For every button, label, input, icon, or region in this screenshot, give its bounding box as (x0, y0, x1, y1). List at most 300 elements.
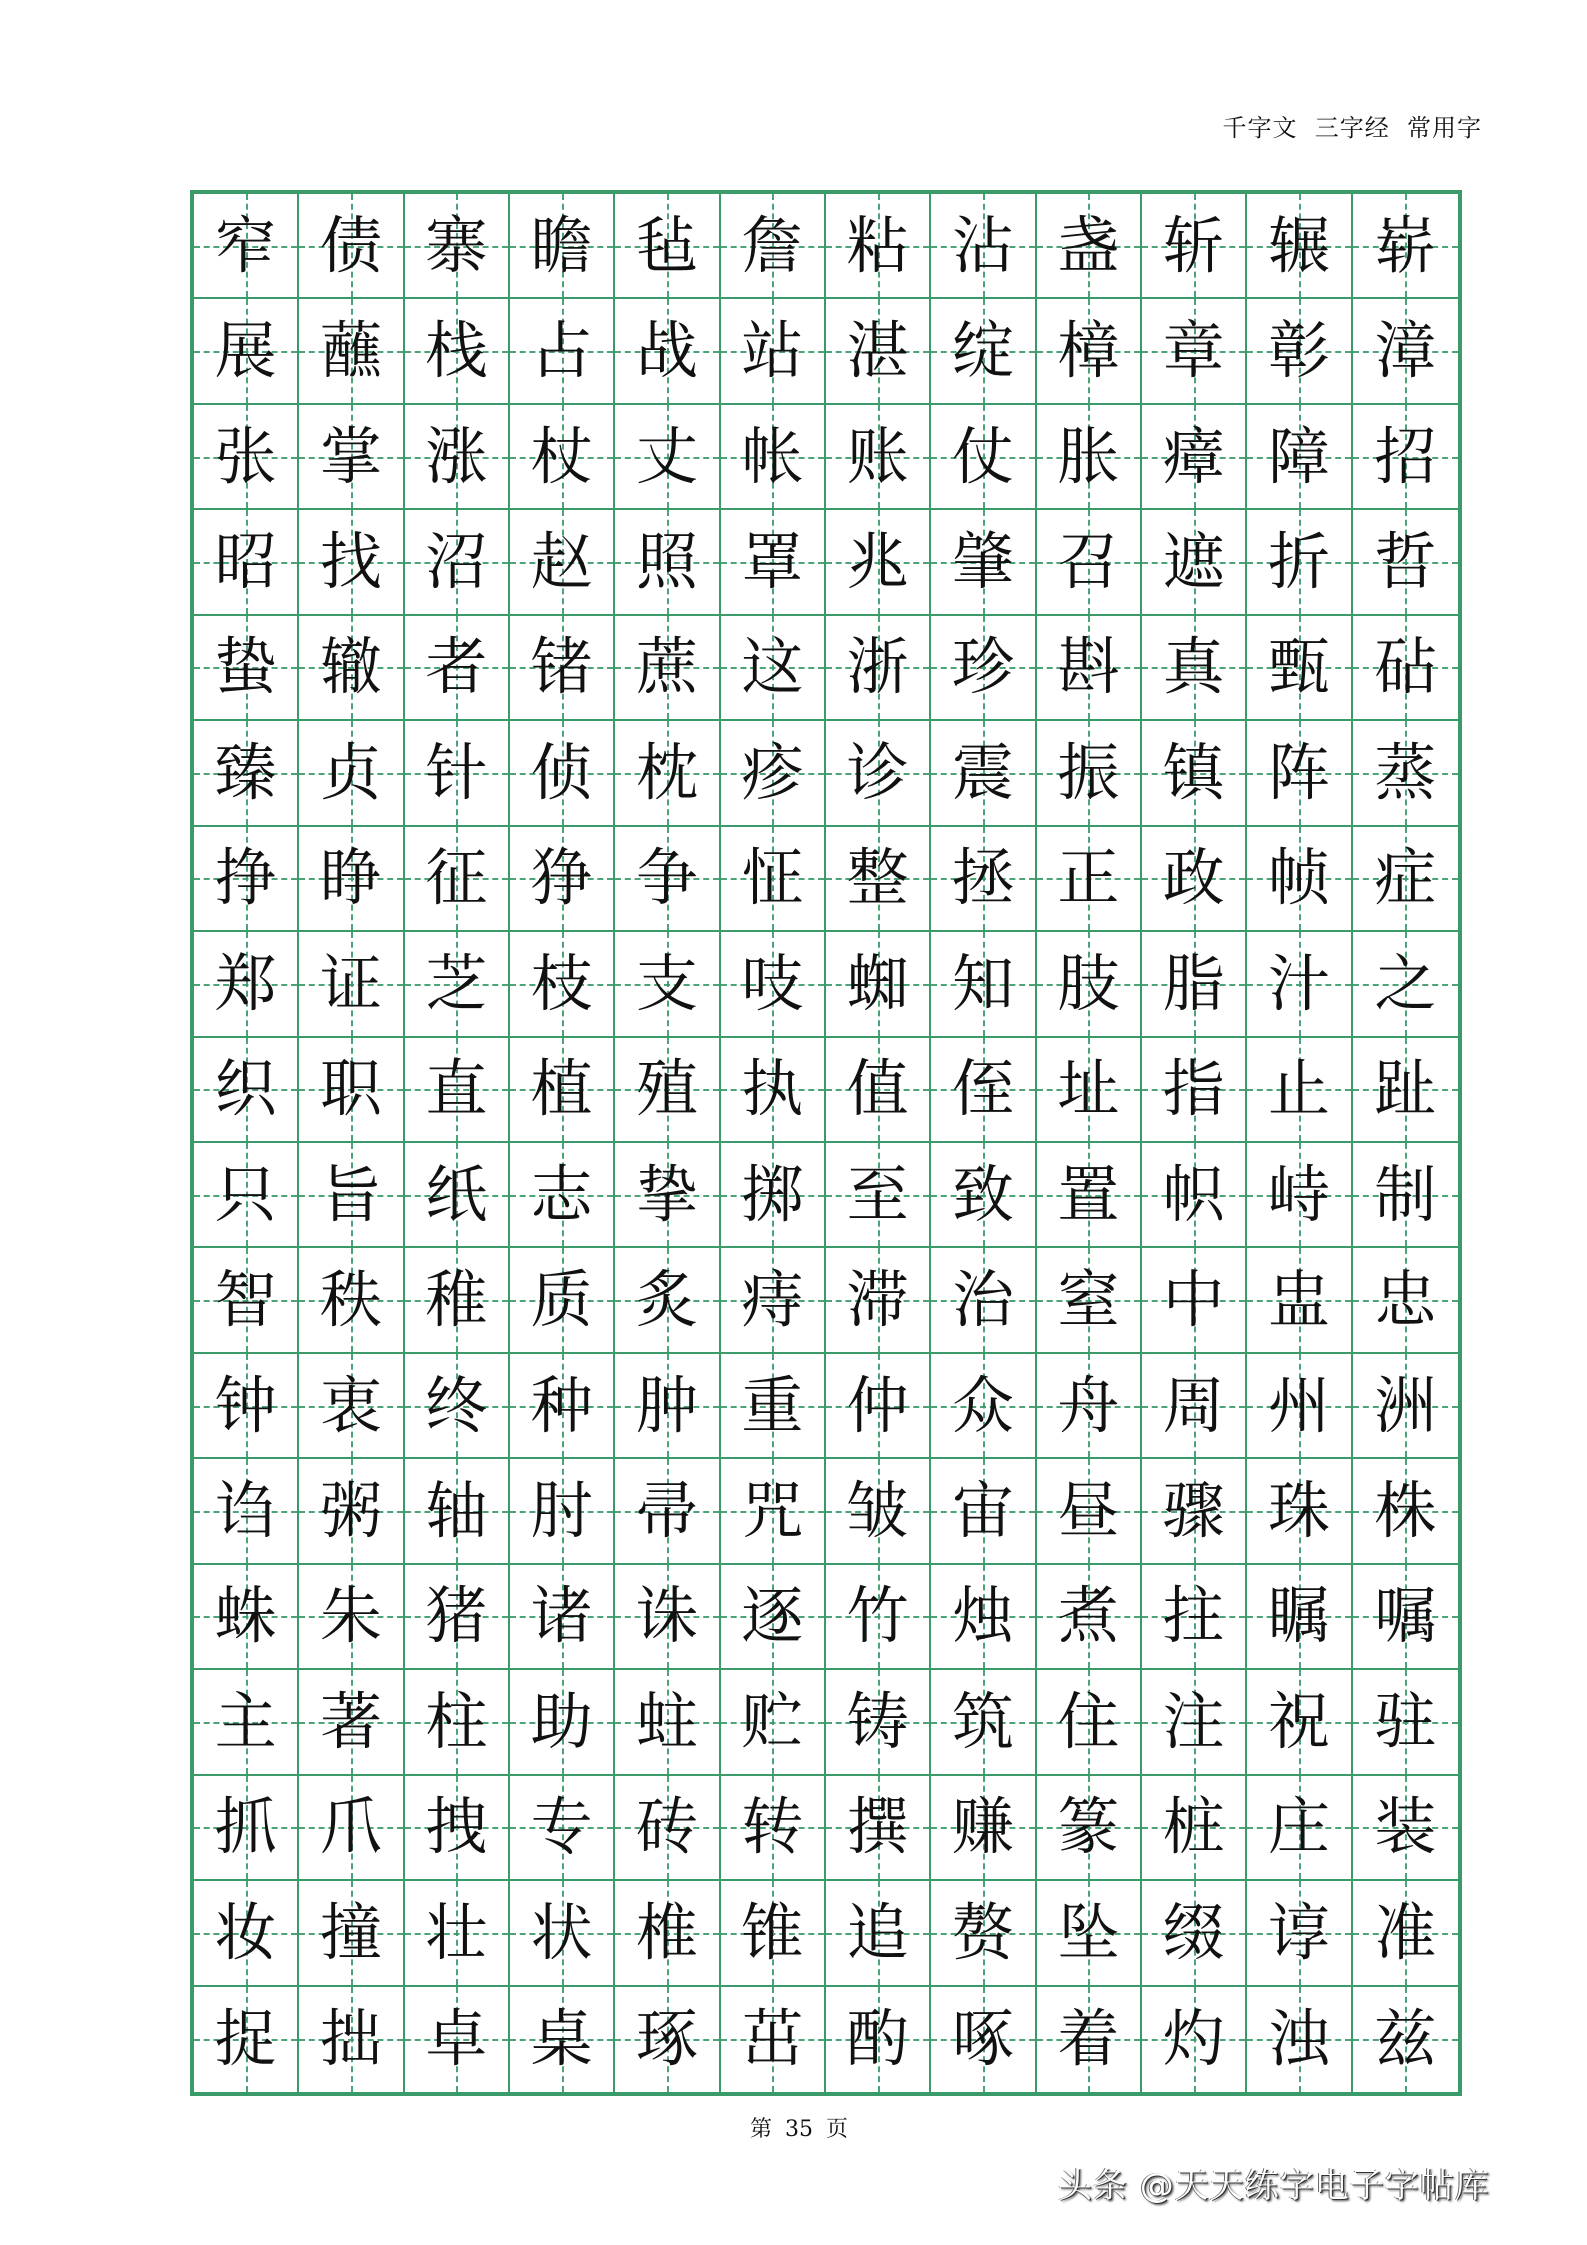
grid-cell (510, 299, 615, 404)
grid-cell (510, 1565, 615, 1670)
grid-cell (1142, 405, 1247, 510)
character: 种 (530, 1368, 593, 1442)
grid-cell (1247, 1248, 1352, 1353)
character: 篆 (1057, 1790, 1120, 1864)
grid-cell (405, 194, 510, 299)
character: 状 (530, 1895, 593, 1969)
character: 帐 (741, 419, 804, 493)
character: 舟 (1057, 1368, 1120, 1442)
character: 只 (214, 1157, 277, 1231)
character: 珠 (1267, 1474, 1330, 1548)
grid-cell (510, 616, 615, 721)
character: 支 (635, 946, 698, 1020)
character: 赘 (951, 1895, 1014, 1969)
character: 治 (951, 1263, 1014, 1337)
character: 丈 (635, 419, 698, 493)
character: 睁 (319, 841, 382, 915)
character: 针 (425, 735, 488, 809)
grid-cell (405, 1881, 510, 1986)
character: 诛 (635, 1579, 698, 1653)
grid-cell (1037, 1670, 1142, 1775)
grid-cell (194, 616, 299, 721)
grid-cell (615, 932, 720, 1037)
grid-cell (405, 405, 510, 510)
grid-cell (510, 1038, 615, 1143)
character: 斟 (1057, 630, 1120, 704)
character: 瞩 (1267, 1579, 1330, 1653)
character: 昭 (214, 525, 277, 599)
character: 胀 (1057, 419, 1120, 493)
practice-grid (190, 190, 1462, 2096)
grid-cell (1353, 827, 1458, 932)
grid-cell (510, 1354, 615, 1459)
grid-cell (1247, 616, 1352, 721)
character: 猪 (425, 1579, 488, 1653)
grid-cell (1142, 1670, 1247, 1775)
character: 障 (1267, 419, 1330, 493)
grid-cell (931, 1987, 1036, 2092)
grid-cell (405, 299, 510, 404)
character: 准 (1374, 1895, 1437, 1969)
character: 昼 (1057, 1474, 1120, 1548)
grid-cell (194, 1565, 299, 1670)
character: 酌 (846, 2002, 909, 2076)
character: 筑 (951, 1684, 1014, 1758)
character: 蔗 (635, 630, 698, 704)
grid-cell (826, 510, 931, 615)
character: 宙 (951, 1474, 1014, 1548)
character: 拽 (425, 1790, 488, 1864)
character: 怔 (741, 841, 804, 915)
character: 指 (1162, 1052, 1225, 1126)
character: 注 (1162, 1684, 1225, 1758)
grid-cell (1037, 1038, 1142, 1143)
character: 撰 (846, 1790, 909, 1864)
grid-cell (194, 299, 299, 404)
grid-cell (405, 1670, 510, 1775)
grid-cell (299, 1881, 404, 1986)
grid-cell (931, 1881, 1036, 1986)
character: 占 (530, 314, 593, 388)
grid-cell (405, 1248, 510, 1353)
grid-cell (1353, 616, 1458, 721)
character: 痔 (741, 1263, 804, 1337)
grid-cell (826, 932, 931, 1037)
grid-cell (405, 932, 510, 1037)
character: 株 (1374, 1474, 1437, 1548)
grid-cell (299, 1987, 404, 2092)
grid-cell (1037, 1881, 1142, 1986)
character: 主 (214, 1684, 277, 1758)
grid-cell (194, 405, 299, 510)
character: 滞 (846, 1263, 909, 1337)
grid-cell (615, 721, 720, 826)
grid-cell (1037, 405, 1142, 510)
character: 振 (1057, 735, 1120, 809)
grid-cell (1247, 194, 1352, 299)
character: 瞻 (530, 208, 593, 282)
grid-cell (931, 1459, 1036, 1564)
grid-cell (1037, 510, 1142, 615)
grid-cell (826, 721, 931, 826)
grid-cell (510, 932, 615, 1037)
grid-cell (510, 827, 615, 932)
character: 灼 (1162, 2002, 1225, 2076)
character: 殖 (635, 1052, 698, 1126)
grid-cell (194, 1248, 299, 1353)
character: 质 (530, 1263, 593, 1337)
character: 植 (530, 1052, 593, 1126)
character: 甄 (1267, 630, 1330, 704)
character: 缀 (1162, 1895, 1225, 1969)
character: 汁 (1267, 946, 1330, 1020)
grid-cell (1142, 1987, 1247, 2092)
character: 窒 (1057, 1263, 1120, 1337)
grid-cell (615, 1354, 720, 1459)
character: 折 (1267, 525, 1330, 599)
grid-cell (615, 194, 720, 299)
grid-cell (510, 1987, 615, 2092)
character: 中 (1162, 1263, 1225, 1337)
grid-cell (299, 1670, 404, 1775)
character: 找 (319, 525, 382, 599)
grid-cell (826, 827, 931, 932)
grid-cell (1037, 1565, 1142, 1670)
grid-cell (931, 1038, 1036, 1143)
grid-cell (1247, 1354, 1352, 1459)
grid-cell (1247, 932, 1352, 1037)
grid-cell (510, 194, 615, 299)
grid-cell (1142, 299, 1247, 404)
grid-cell (510, 721, 615, 826)
character: 锗 (530, 630, 593, 704)
grid-cell (405, 827, 510, 932)
grid-cell (931, 1248, 1036, 1353)
grid-cell (1142, 1459, 1247, 1564)
grid-cell (1142, 1354, 1247, 1459)
grid-cell (721, 1038, 826, 1143)
grid-cell (931, 827, 1036, 932)
character: 吱 (741, 946, 804, 1020)
character: 蒸 (1374, 735, 1437, 809)
character: 茁 (741, 2002, 804, 2076)
grid-cell (615, 405, 720, 510)
grid-cell (826, 616, 931, 721)
grid-cell (510, 1143, 615, 1248)
grid-cell (405, 1776, 510, 1881)
grid-cell (931, 299, 1036, 404)
grid-cell (1247, 510, 1352, 615)
grid-cell (826, 1776, 931, 1881)
grid-cell (826, 405, 931, 510)
character: 樟 (1057, 314, 1120, 388)
character: 址 (1057, 1052, 1120, 1126)
grid-cell (931, 1565, 1036, 1670)
grid-cell (1142, 616, 1247, 721)
grid-cell (299, 1459, 404, 1564)
character: 侦 (530, 735, 593, 809)
character: 爪 (319, 1790, 382, 1864)
grid-cell (299, 1248, 404, 1353)
grid-cell (615, 1670, 720, 1775)
character: 这 (741, 630, 804, 704)
character: 柱 (425, 1684, 488, 1758)
page-header-title: 千字文 三字经 常用字 (1222, 114, 1482, 142)
grid-cell (1142, 1038, 1247, 1143)
grid-cell (721, 932, 826, 1037)
character: 竹 (846, 1579, 909, 1653)
grid-cell (405, 1459, 510, 1564)
grid-cell (405, 1987, 510, 2092)
grid-cell (721, 1776, 826, 1881)
character: 咒 (741, 1474, 804, 1548)
grid-cell (510, 1776, 615, 1881)
grid-cell (1353, 1354, 1458, 1459)
character: 智 (214, 1263, 277, 1337)
character: 祝 (1267, 1684, 1330, 1758)
grid-cell (194, 1670, 299, 1775)
grid-cell (299, 510, 404, 615)
character: 照 (635, 525, 698, 599)
grid-cell (931, 1143, 1036, 1248)
character: 煮 (1057, 1579, 1120, 1653)
character: 证 (319, 946, 382, 1020)
character: 庄 (1267, 1790, 1330, 1864)
grid-cell (1247, 405, 1352, 510)
grid-cell (1037, 827, 1142, 932)
character: 辗 (1267, 208, 1330, 282)
grid-cell (1037, 1987, 1142, 2092)
grid-cell (1037, 721, 1142, 826)
grid-cell (826, 1881, 931, 1986)
character: 桌 (530, 2002, 593, 2076)
character: 衷 (319, 1368, 382, 1442)
character: 装 (1374, 1790, 1437, 1864)
character: 转 (741, 1790, 804, 1864)
character: 哲 (1374, 525, 1437, 599)
grid-cell (1142, 1248, 1247, 1353)
grid-cell (1247, 827, 1352, 932)
grid-cell (721, 827, 826, 932)
grid-cell (931, 932, 1036, 1037)
grid-cell (1353, 1143, 1458, 1248)
character: 钟 (214, 1368, 277, 1442)
character: 沼 (425, 525, 488, 599)
character: 债 (319, 208, 382, 282)
character: 詹 (741, 208, 804, 282)
grid-cell (510, 405, 615, 510)
character: 峙 (1267, 1157, 1330, 1231)
grid-cell (1353, 1038, 1458, 1143)
character: 郑 (214, 946, 277, 1020)
grid-cell (721, 1354, 826, 1459)
grid-cell (405, 510, 510, 615)
grid-cell (1037, 1248, 1142, 1353)
character: 症 (1374, 841, 1437, 915)
grid-cell (1247, 1881, 1352, 1986)
character: 止 (1267, 1052, 1330, 1126)
character: 争 (635, 841, 698, 915)
grid-cell (931, 405, 1036, 510)
grid-cell (615, 1248, 720, 1353)
grid-cell (405, 721, 510, 826)
grid-cell (615, 1143, 720, 1248)
grid-cell (1142, 510, 1247, 615)
character: 站 (741, 314, 804, 388)
character: 湛 (846, 314, 909, 388)
grid-cell (1353, 1987, 1458, 2092)
watermark: 头条 @天天练字电子字帖库 (1058, 2166, 1490, 2206)
page-number: 第 35 页 (750, 2117, 848, 2142)
grid-cell (1353, 1881, 1458, 1986)
grid-cell (615, 827, 720, 932)
grid-cell (194, 721, 299, 826)
character: 账 (846, 419, 909, 493)
character: 沾 (951, 208, 1014, 282)
grid-cell (1247, 721, 1352, 826)
character: 坠 (1057, 1895, 1120, 1969)
character: 招 (1374, 419, 1437, 493)
character: 卓 (425, 2002, 488, 2076)
grid-cell (615, 1565, 720, 1670)
character: 帧 (1267, 841, 1330, 915)
character: 周 (1162, 1368, 1225, 1442)
character: 壮 (425, 1895, 488, 1969)
grid-cell (615, 1038, 720, 1143)
grid-cell (405, 1038, 510, 1143)
grid-cell (931, 1354, 1036, 1459)
grid-cell (721, 1670, 826, 1775)
character: 整 (846, 841, 909, 915)
character: 贞 (319, 735, 382, 809)
character: 织 (214, 1052, 277, 1126)
character: 蘸 (319, 314, 382, 388)
character: 脂 (1162, 946, 1225, 1020)
character: 瘴 (1162, 419, 1225, 493)
grid-cell (1353, 299, 1458, 404)
character: 专 (530, 1790, 593, 1864)
character: 掌 (319, 419, 382, 493)
grid-cell (721, 1248, 826, 1353)
character: 琢 (635, 2002, 698, 2076)
grid-cell (1142, 1776, 1247, 1881)
grid-cell (1353, 1670, 1458, 1775)
character: 椎 (635, 1895, 698, 1969)
character: 蛀 (635, 1684, 698, 1758)
character: 狰 (530, 841, 593, 915)
grid-cell (721, 1459, 826, 1564)
character: 挣 (214, 841, 277, 915)
character: 撞 (319, 1895, 382, 1969)
grid-cell (826, 194, 931, 299)
character: 枝 (530, 946, 593, 1020)
grid-cell (299, 932, 404, 1037)
grid-cell (194, 827, 299, 932)
character: 张 (214, 419, 277, 493)
character: 铸 (846, 1684, 909, 1758)
character: 秩 (319, 1263, 382, 1337)
grid-cell (299, 1776, 404, 1881)
grid-cell (1247, 1459, 1352, 1564)
character: 拄 (1162, 1579, 1225, 1653)
character: 桩 (1162, 1790, 1225, 1864)
grid-cell (1037, 616, 1142, 721)
character: 朱 (319, 1579, 382, 1653)
grid-cell (510, 1670, 615, 1775)
character: 追 (846, 1895, 909, 1969)
character: 窄 (214, 208, 277, 282)
character: 砧 (1374, 630, 1437, 704)
character: 著 (319, 1684, 382, 1758)
character: 砖 (635, 1790, 698, 1864)
character: 珍 (951, 630, 1014, 704)
character: 肢 (1057, 946, 1120, 1020)
character: 谆 (1267, 1895, 1330, 1969)
character: 直 (425, 1052, 488, 1126)
character: 涨 (425, 419, 488, 493)
grid-cell (405, 1143, 510, 1248)
grid-cell (931, 1776, 1036, 1881)
grid-cell (615, 1881, 720, 1986)
grid-cell (1247, 1987, 1352, 2092)
grid-cell (194, 194, 299, 299)
character: 值 (846, 1052, 909, 1126)
grid-cell (721, 405, 826, 510)
grid-cell (1353, 1459, 1458, 1564)
character: 兆 (846, 525, 909, 599)
character: 洲 (1374, 1368, 1437, 1442)
character: 旨 (319, 1157, 382, 1231)
grid-cell (826, 1354, 931, 1459)
grid-cell (721, 1881, 826, 1986)
grid-cell (1247, 299, 1352, 404)
grid-cell (1353, 1565, 1458, 1670)
character: 浙 (846, 630, 909, 704)
grid-cell (1353, 932, 1458, 1037)
character: 真 (1162, 630, 1225, 704)
grid-cell (931, 1670, 1036, 1775)
grid-cell (194, 1776, 299, 1881)
grid-cell (510, 1881, 615, 1986)
grid-cell (194, 1354, 299, 1459)
character: 挚 (635, 1157, 698, 1231)
character: 侄 (951, 1052, 1014, 1126)
character: 贮 (741, 1684, 804, 1758)
character: 帚 (635, 1474, 698, 1548)
grid-cell (615, 1987, 720, 2092)
character: 州 (1267, 1368, 1330, 1442)
grid-cell (1142, 1881, 1247, 1986)
character: 重 (741, 1368, 804, 1442)
grid-cell (1037, 299, 1142, 404)
character: 抓 (214, 1790, 277, 1864)
grid-cell (721, 510, 826, 615)
grid-cell (1142, 1565, 1247, 1670)
grid-cell (1037, 1354, 1142, 1459)
grid-cell (721, 1565, 826, 1670)
character: 阵 (1267, 735, 1330, 809)
character: 锥 (741, 1895, 804, 1969)
character: 罩 (741, 525, 804, 599)
character: 彰 (1267, 314, 1330, 388)
character: 章 (1162, 314, 1225, 388)
grid-cell (721, 721, 826, 826)
character: 蜘 (846, 946, 909, 1020)
grid-cell (299, 1038, 404, 1143)
character: 骤 (1162, 1474, 1225, 1548)
grid-cell (1353, 1248, 1458, 1353)
grid-cell (405, 1354, 510, 1459)
